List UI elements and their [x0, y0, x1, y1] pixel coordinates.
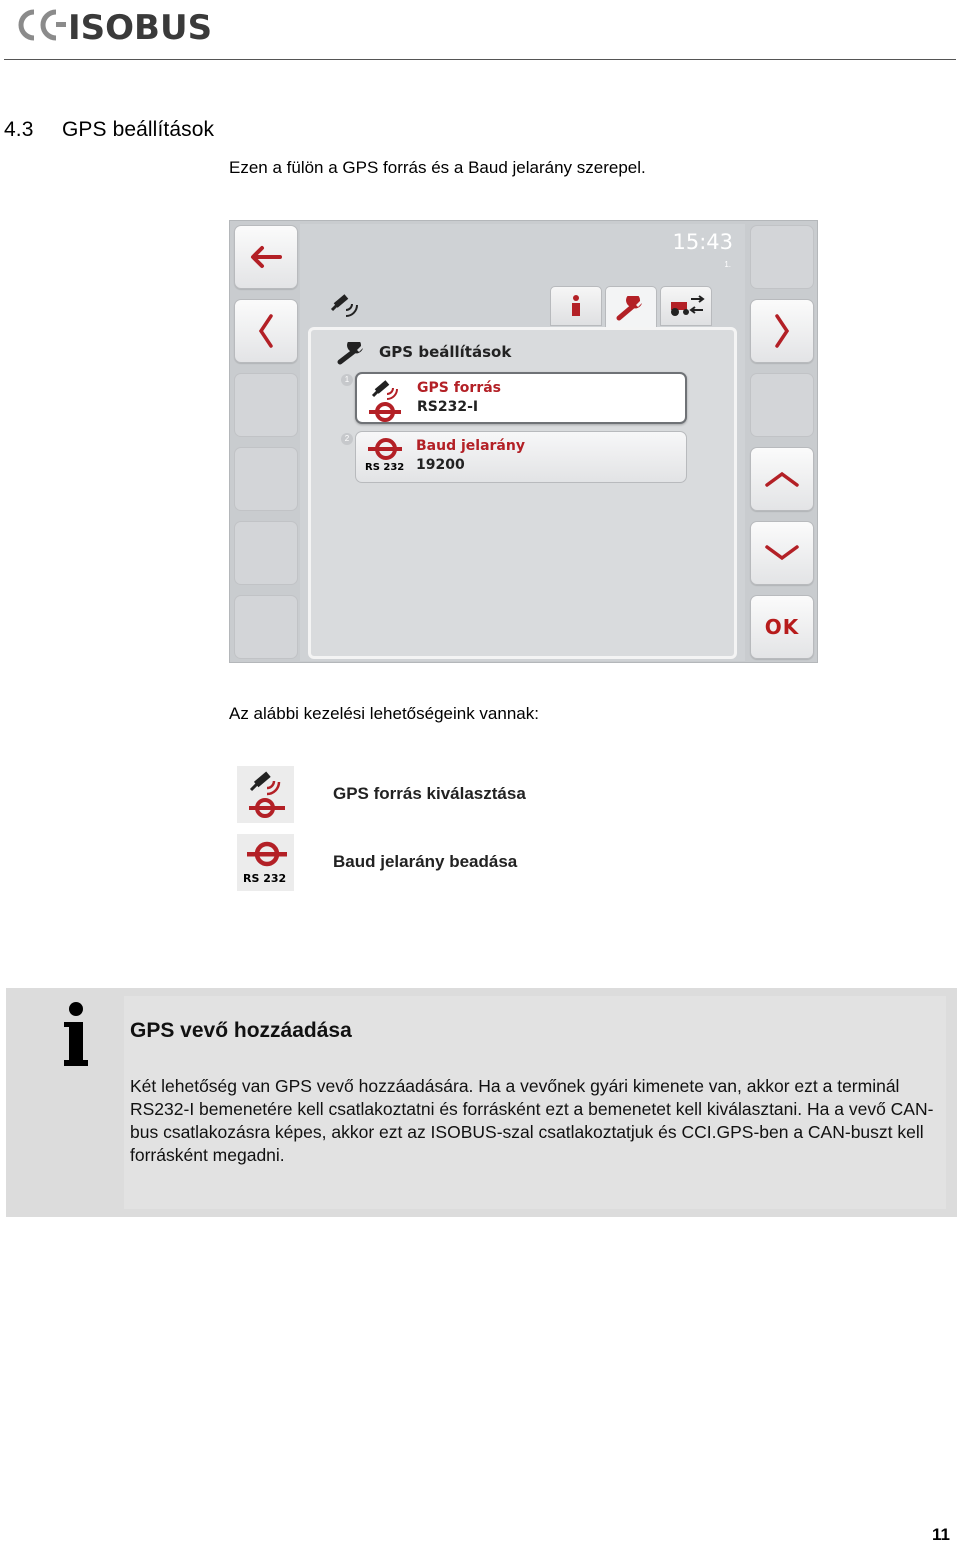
tab-tractor[interactable] — [660, 286, 712, 326]
info-icon — [569, 294, 583, 318]
tractor-icon — [667, 294, 705, 318]
note-title: GPS vevő hozzáadása — [130, 1019, 352, 1042]
gps-source-row[interactable] — [355, 372, 687, 424]
rs232-badge: RS 232 — [365, 462, 405, 473]
panel-title: GPS beállítások — [379, 343, 512, 361]
gps-satellite-icon — [328, 290, 360, 325]
back-arrow-icon — [248, 243, 284, 271]
baud-rate-value: 19200 — [416, 457, 465, 473]
baud-rate-icon — [237, 834, 294, 891]
gps-source-value: RS232-I — [417, 399, 479, 415]
empty-softkey-left-5 — [234, 521, 298, 585]
next-icon — [772, 313, 792, 349]
gps-source-label: GPS forrás — [417, 380, 502, 396]
section-number: 4.3 — [4, 118, 34, 141]
section-title: GPS beállítások — [62, 118, 215, 141]
previous-softkey[interactable] — [234, 299, 298, 363]
previous-icon — [256, 313, 276, 349]
cc-isobus-logo — [12, 4, 222, 46]
empty-softkey-left-6 — [234, 595, 298, 659]
svg-text:ISOBUS: ISOBUS — [68, 8, 213, 46]
settings-panel — [308, 327, 737, 659]
info-icon — [60, 1000, 92, 1070]
empty-softkey-right-3 — [750, 373, 814, 437]
ok-label: OK — [764, 615, 800, 639]
terminal-screenshot — [229, 220, 818, 663]
up-softkey[interactable] — [750, 447, 814, 511]
wrench-icon — [616, 296, 646, 322]
empty-softkey-left-4 — [234, 447, 298, 511]
down-icon — [764, 543, 800, 563]
row-number: 2 — [341, 433, 353, 445]
data-mask — [300, 224, 745, 661]
baud-rate-label: Baud jelarány — [416, 438, 525, 454]
gps-source-icon — [237, 766, 294, 823]
tab-bar — [550, 286, 712, 328]
back-softkey[interactable] — [234, 225, 298, 289]
section-intro: Ezen a fülön a GPS forrás és a Baud jelarány szerepel. — [229, 158, 646, 177]
ok-softkey[interactable] — [750, 595, 814, 659]
baud-rate-row[interactable] — [355, 431, 687, 483]
page-number: 11 — [932, 1525, 950, 1543]
option-baud-rate: Baud jelarány beadása — [333, 852, 518, 871]
clock: 15:43 — [672, 230, 733, 254]
next-softkey[interactable] — [750, 299, 814, 363]
rs232-badge: RS 232 — [243, 872, 287, 885]
row-number: 1 — [341, 374, 353, 386]
up-icon — [764, 469, 800, 489]
empty-softkey-left-3 — [234, 373, 298, 437]
section-heading — [4, 118, 214, 142]
tab-settings[interactable] — [605, 286, 657, 330]
tab-info[interactable] — [550, 286, 602, 326]
gps-source-icon — [365, 378, 405, 427]
clock-sub: 1. — [724, 260, 731, 269]
note-body: Két lehetőség van GPS vevő hozzáadására. Ha a vevőnek gyári kimenete van, akkor ezt a terminál RS232-I bemenetére kell csatlakoztatni és forrásként ezt a bemenetet kell kiválasztani. Ha a vevő CAN-bus csatlakozásra képes, akkor ezt az ISOBUS-szal csatlakoztatjuk és CCI.GPS-ben a CAN-buszt kell forrásként megadni. — [130, 1076, 934, 1165]
empty-softkey-right-1 — [750, 225, 814, 289]
header-rule — [4, 59, 956, 60]
options-intro: Az alábbi kezelési lehetőségeink vannak: — [229, 704, 539, 723]
option-gps-source: GPS forrás kiválasztása — [333, 784, 526, 803]
down-softkey[interactable] — [750, 521, 814, 585]
wrench-icon — [337, 342, 367, 371]
